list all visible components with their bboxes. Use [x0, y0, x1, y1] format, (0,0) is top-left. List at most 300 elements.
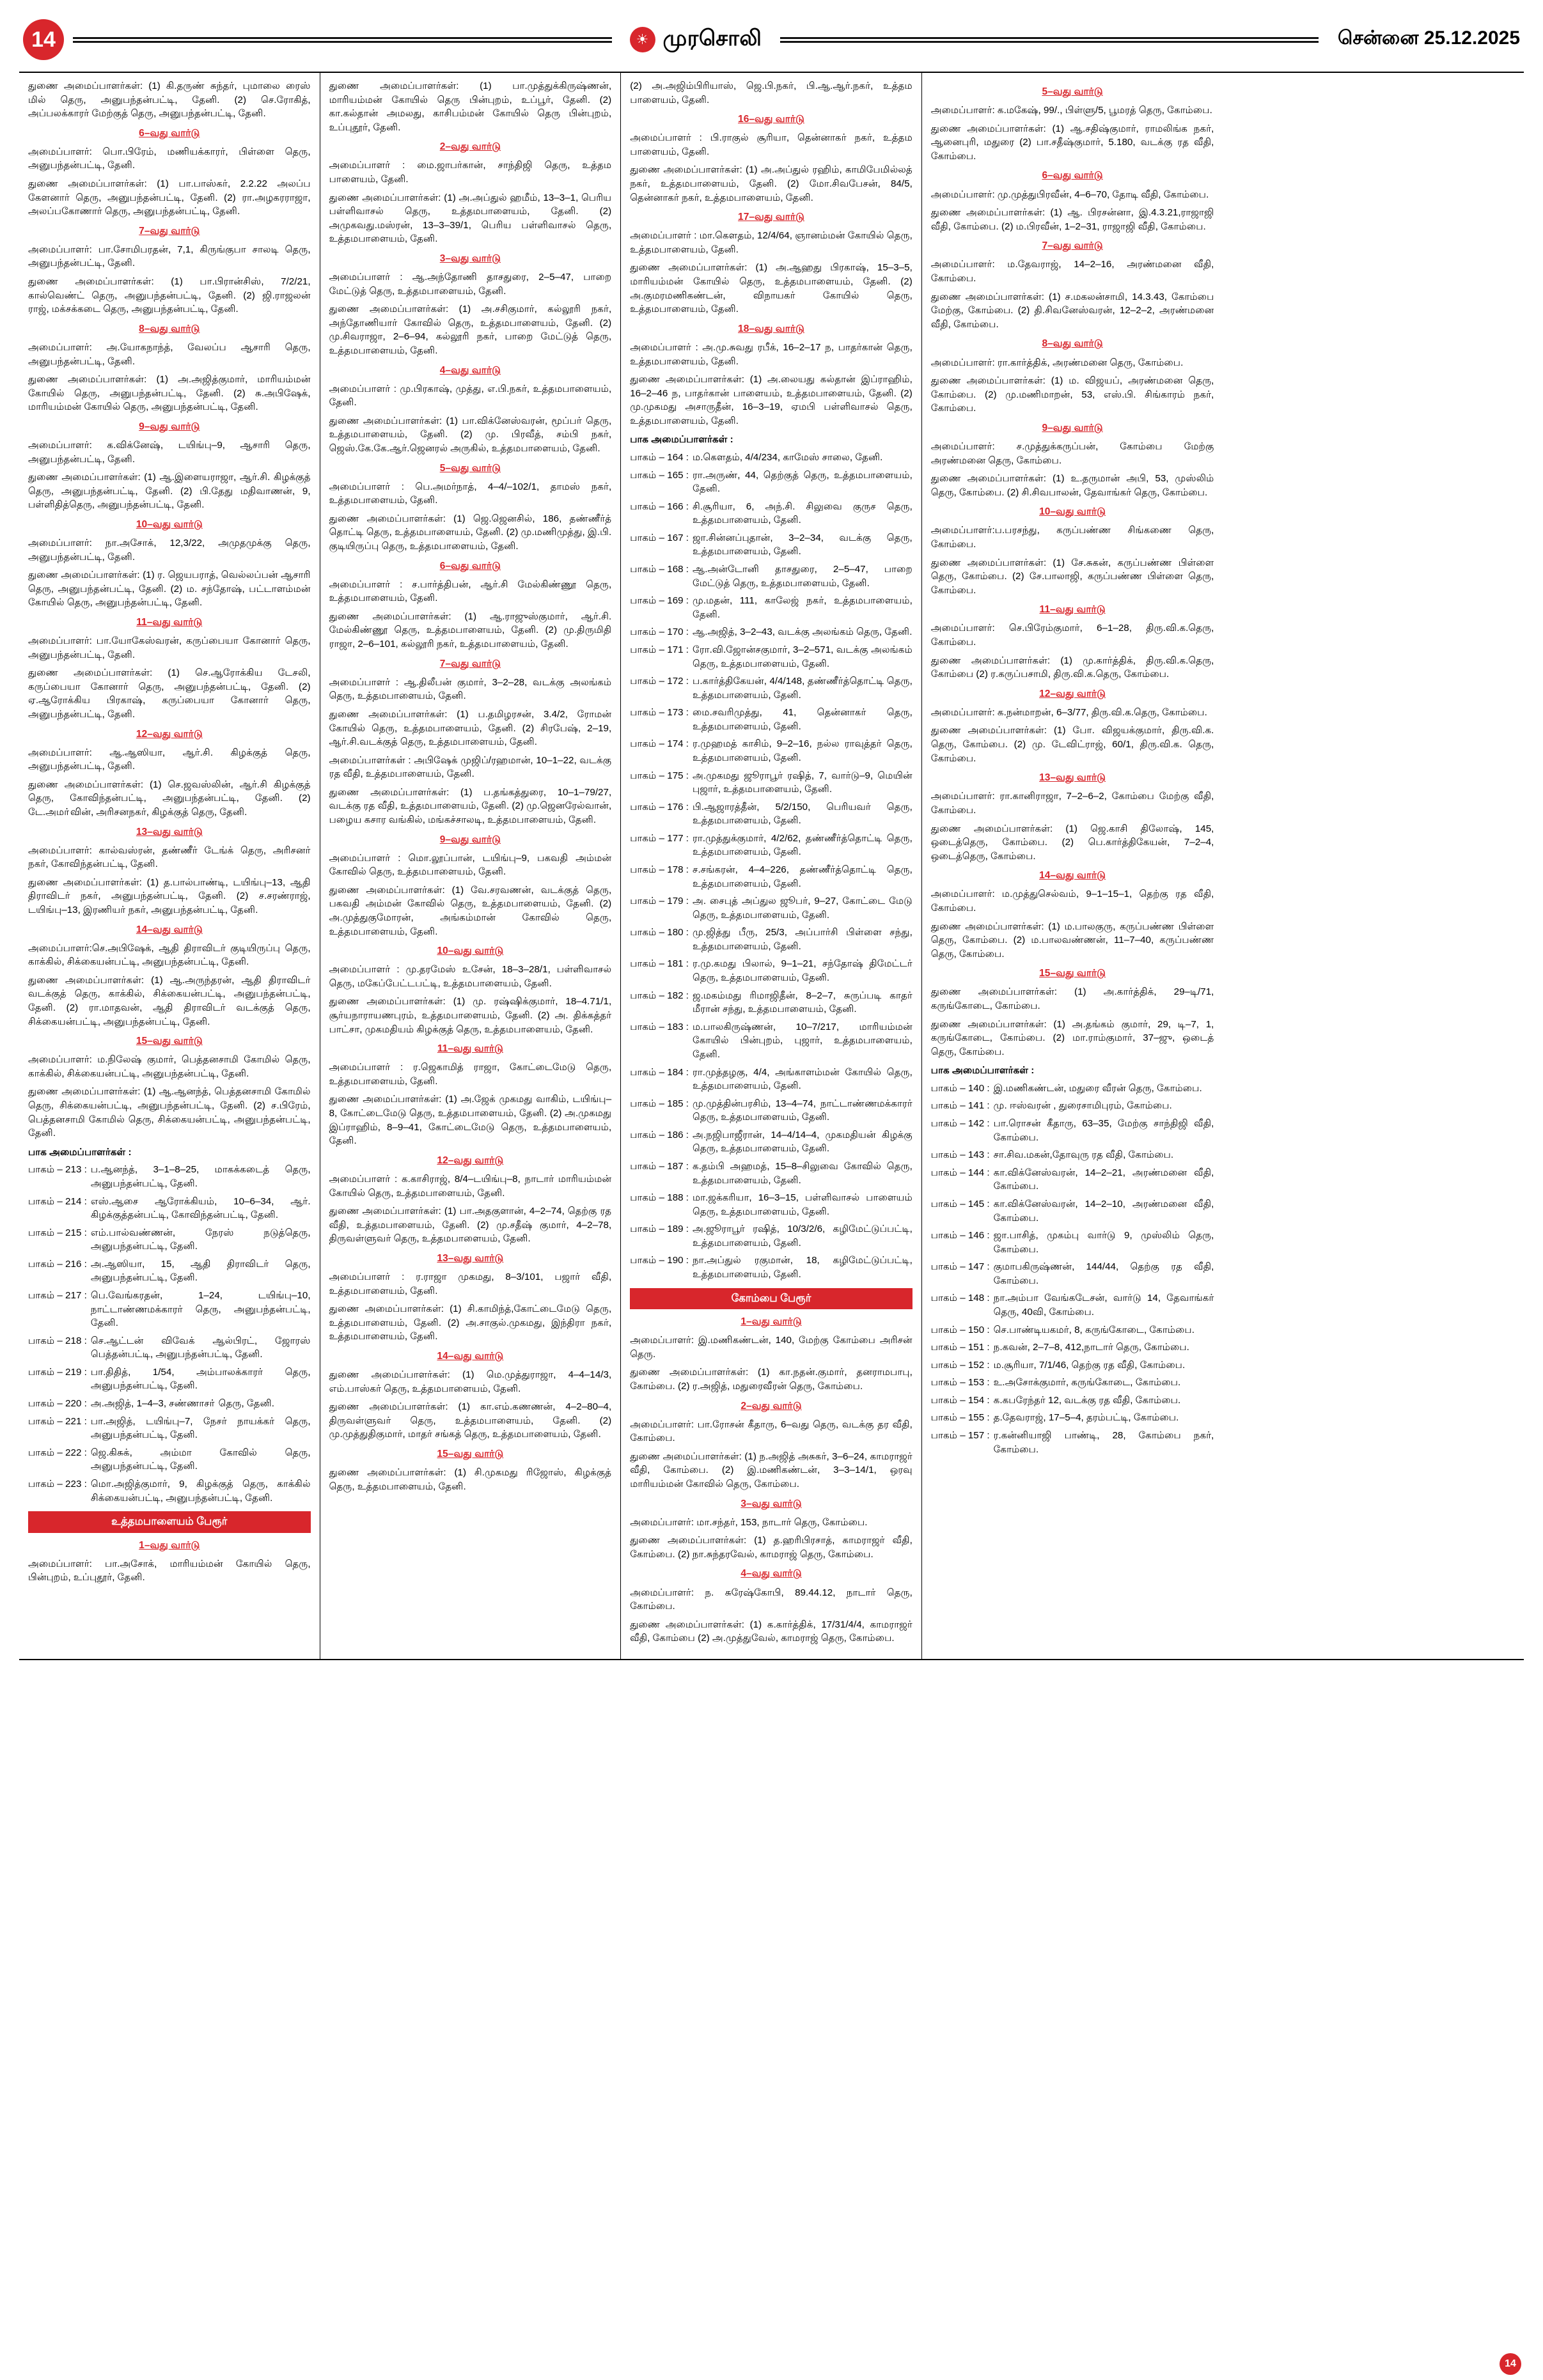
- ward-heading-label: 7–வது வார்டு: [439, 658, 501, 669]
- ward-heading: [28, 616, 311, 630]
- ward-heading: [931, 169, 1214, 183]
- booth-organiser-text: ம.பாலகிருஷ்ணன், 10–7/217, மாரியம்மன் கோயில் பின்புறம், புஜார், உத்தமபாளையம், தேனி.: [693, 1021, 912, 1060]
- booth-number: பாகம் – 217 :: [28, 1289, 87, 1301]
- ward-heading: [630, 210, 912, 224]
- body-paragraph: அமைப்பாளர்: ம.முத்துசெல்வம், 9–1–15–1, தெற்கு ரத வீதி, கோம்பை.: [930, 889, 1214, 914]
- booth-organiser-text: க.கபரேந்தர் 12, வடக்கு ரத வீதி, கோம்பை.: [993, 1394, 1181, 1406]
- booth-organiser-text: ஜா.பாசித், முகம்பு வார்டு 9, முஸ்லிம் தெரு, கோம்பை.: [993, 1230, 1214, 1255]
- booth-organiser-text: ஜ.மகம்மது ரிமாஜிதீன், 8–2–7, சுருப்படி காதர் மீரான் சந்து, உத்தமபாளையம், தேனி.: [693, 990, 912, 1015]
- booth-number: பாகம் – 216 :: [28, 1258, 87, 1270]
- booth-list-item: [630, 769, 912, 797]
- body-paragraph: அமைப்பாளர்: ரா.கார்த்திக், அரண்மனை தெரு, கோம்பை.: [930, 357, 1184, 368]
- ward-heading: [329, 1154, 612, 1168]
- body-paragraph: அமைப்பாளர்: இ.மணிகண்டன், 140, மேற்கு கோம்பை அரிசன் தெரு.: [630, 1335, 912, 1360]
- booth-number: பாகம் – 183 :: [630, 1021, 689, 1032]
- body-paragraph: துணை அமைப்பாளர்கள்: (1) ந.அஜித் அசுகர், 3–6–24, காமராஜர் வீதி, கோம்பை. (2) இ.மணிகண்டன், 3–3–14/1, ஒரவு மாரியம்மன் கோவில் தெரு, கோம்பை.: [630, 1451, 912, 1489]
- ward-heading: [931, 337, 1214, 351]
- masthead-rule-left: [73, 37, 612, 43]
- body-paragraph: துணை அமைப்பாளர்கள்: (1) வே.சரவணன், வடக்குத் தெரு, பகவதி அம்மன் கோவில் தெரு, உத்தமபாளையம், தேனி. (2) அ.முத்துகுமோரன், அங்கம்மான் கோவில் தெரு, உத்தமபாளையம், தேனி.: [329, 884, 612, 937]
- body-paragraph: துணை அமைப்பாளர்கள்: (1) த.ஹரிபிரசாத், காமராஜர் வீதி, கோம்பை. (2) நா.சுந்தரவேல், காமராஜ் தெரு, கோம்பை.: [630, 1535, 912, 1560]
- body-paragraph: அமைப்பாளர் : அ.மு.சுவது ரபீக், 16–2–17 ந, பாதர்கான் தெரு, உத்தமபாளையம், தேனி.: [630, 341, 912, 367]
- booth-organiser-text: ஆ.அஜித், 3–2–43, வடக்கு அலங்கம் தெரு, தேனி.: [693, 626, 912, 638]
- body-paragraph: துணை அமைப்பாளர்கள்: (1) பா.பாஸ்கர், 2.2.22 அலப்ப கேளனார் தெரு, அனுபந்தன்பட்டி, தேனி. (2) ரா.அழகரராஜா, அலப்பகோணார் தெரு, அனுபந்தன்பட்டி, தேனி.: [28, 178, 311, 217]
- booth-number: பாகம் – 141 :: [930, 1100, 990, 1112]
- ward-heading-label: 16–வது வார்டு: [738, 114, 804, 125]
- ward-heading: [931, 869, 1214, 883]
- booth-list-item: [931, 1394, 1214, 1408]
- booth-organiser-text: உ.அசோக்குமார், கருங்கோடை, கோம்பை.: [993, 1377, 1181, 1388]
- ward-heading-label: 4–வது வார்டு: [439, 364, 501, 376]
- booth-list-item: [630, 1191, 912, 1218]
- ward-heading-label: 13–வது வார்டு: [136, 826, 203, 837]
- body-paragraph: அமைப்பாளர்கள் : அபிஷேக் முஜிப்/ரஹமான், 10–1–22, வடக்கு ரத வீதி, உத்தமபாளையம், தேனி.: [329, 754, 612, 780]
- booth-list-item: [630, 706, 912, 733]
- ward-heading: [329, 833, 612, 847]
- booth-number: பாகம் – 220 :: [28, 1398, 87, 1410]
- ward-heading: [329, 462, 612, 476]
- body-paragraph: துணை அமைப்பாளர்கள்: (1) ம. விஜயப், அரண்மனை தெரு, கோம்பை. (2) மு.மணிமாறன், 53, எஸ்.பி. சிங்காரம் நகர், கோம்பை.: [930, 375, 1214, 414]
- booth-number: பாகம் – 168 :: [630, 564, 689, 575]
- subsection-heading: பாக அமைப்பாளர்கள் :: [28, 1146, 132, 1158]
- booth-number: பாகம் – 154 :: [930, 1394, 990, 1406]
- booth-organiser-text: எஸ்.ஆசை ஆரோக்கியம், 10–6–34, ஆர். கிழக்குத்தன்பட்டி, கோவிந்தன்பட்டி, தேனி.: [90, 1195, 311, 1221]
- booth-organiser-text: பா.திதித், 1/54, அம்பாலக்காரர் தெரு, அனுபந்தன்பட்டி, தேனி.: [90, 1366, 311, 1392]
- body-paragraph: துணை அமைப்பாளர்கள்: (1) ஆ.இளையராஜா, ஆர்.சி. கிழக்குத் தெரு, அனுபந்தன்பட்டி, தேனி. (2) பி.தேது மதிவாணன், 9, பள்ளிதித்தெரு, அனுபந்தன்பட்டி, தேனி.: [28, 472, 311, 511]
- booth-organiser-text: செ.பாண்டியகமர், 8, கருங்கோடை, கோம்பை.: [993, 1324, 1194, 1335]
- body-paragraph: அமைப்பாளர் : மொ.லூப்பான், டயிங்பு–9, பகவதி அம்மன் கோவில் தெரு, உத்தமபாளையம், தேனி.: [329, 852, 612, 878]
- ward-heading: [28, 322, 311, 336]
- booth-list-item: [630, 625, 912, 639]
- text-column: [621, 73, 922, 1659]
- booth-list-item: [931, 1082, 1214, 1096]
- booth-list-item: [630, 1097, 912, 1124]
- booth-list-item: [931, 1166, 1214, 1194]
- booth-number: பாகம் – 218 :: [28, 1335, 87, 1346]
- ward-heading-label: 15–வது வார்டு: [1039, 968, 1106, 979]
- body-paragraph: துணை அமைப்பாளர்கள்: (1) கா.நதன்.குமார், தனராமபாபு, கோம்பை. (2) ர.அஜித், மதுரைவீரன் தெரு, கோம்பை.: [630, 1367, 912, 1392]
- booth-number: பாகம் – 148 :: [930, 1293, 990, 1304]
- body-paragraph: அமைப்பாளர்: ஆ.ஆஸியா, ஆர்.சி. கிழக்குத் தெரு, அனுபந்தன்பட்டி, தேனி.: [28, 747, 311, 772]
- booth-list-item: [630, 1128, 912, 1156]
- text-column: [19, 73, 320, 1659]
- ward-heading: [630, 113, 912, 127]
- body-paragraph: அமைப்பாளர் : மை.ஜாபர்கான், சாந்திஜி தெரு, உத்தம பாளையம், தேனி.: [329, 160, 612, 185]
- body-paragraph: அமைப்பாளர் : ர.ஜெகாமித் ராஜா, கோட்டைமேடு தெரு, உத்தமபாளையம், தேனி.: [329, 1062, 612, 1087]
- booth-number: பாகம் – 171 :: [630, 644, 689, 655]
- body-paragraph: அமைப்பாளர்: ந. சுரேஷ்கோபி, 89.44.12, நாடார் தெரு, கோம்பை.: [630, 1587, 912, 1612]
- ward-heading-label: 14–வது வார்டு: [1039, 870, 1106, 882]
- booth-number: பாகம் – 175 :: [630, 770, 689, 781]
- body-paragraph: அமைப்பாளர்: பா.யோகேஸ்வரன், கருப்பையா கோனார் தெரு, அனுபந்தன்பட்டி, தேனி.: [28, 635, 311, 660]
- body-paragraph: துணை அமைப்பாளர்கள்: (1) ச.மகலன்சாமி, 14.3.43, கோம்பை மேற்கு, கோம்பை. (2) தி.சிவனேஸ்வரன், 12–2–2, அரண்மனை வீதி, கோம்பை.: [930, 291, 1214, 330]
- ward-heading: [931, 967, 1214, 981]
- booth-number: பாகம் – 172 :: [630, 676, 689, 687]
- body-paragraph: அமைப்பாளர்: கால்வஸ்ரன், தண்ணீர் டேங்க் தெரு, அரிசனர் நகர், கோவிந்தன்பட்டி, தேனி.: [28, 844, 311, 870]
- body-paragraph: அமைப்பாளர்: க.விக்னேஷ், டயிங்பு–9, ஆசாரி தெரு, அனுபந்தன்பட்டி, தேனி.: [28, 439, 311, 465]
- body-paragraph: துணை அமைப்பாளர்கள்: (1) ஆ.ஆனந்த், பெத்தனசாமி கோமில் தெரு, சிக்கையன்பட்டி, அனுபந்தன்பட்டி, தேனி. (2) ச.பிரேம், பெத்தனசாமி கோமில் தெரு, சிக்கையன்பட்டி, அனுபந்தன்பட்டி, தேனி.: [28, 1086, 311, 1139]
- ward-heading: [630, 322, 912, 336]
- body-paragraph: அமைப்பாளர்: ச.முத்துக்கருப்பன், கோம்பை மேற்கு அரண்மனை தெரு, கோம்பை.: [930, 440, 1214, 466]
- booth-organiser-text: ஜா.சின்னப்புதான், 3–2–34, வடக்கு தெரு, உத்தமபாளையம், தேனி.: [693, 532, 912, 557]
- ward-heading-label: 5–வது வார்டு: [1042, 86, 1103, 97]
- ward-heading: [28, 727, 311, 742]
- body-paragraph: துணை அமைப்பாளர்கள்: (1) மெ.முத்துராஜா, 4–4–14/3, எம்.பாஸ்கர் தெரு, உத்தமபாளையம், தேனி.: [329, 1369, 612, 1394]
- ward-heading-label: 10–வது வார்டு: [437, 945, 504, 957]
- body-paragraph: அமைப்பாளர்: பா.அசோக், மாரியம்மன் கோயில் தெரு, பின்புறம், உப்புதூர், தேனி.: [28, 1558, 311, 1583]
- body-paragraph: துணை அமைப்பாளர்கள்: (1) த.பால்பாண்டி, டயிங்பு–13, ஆதி திராவிடர் நகர், அனுபந்தன்பட்டி, தேனி. (2) ச.சரண்ராஜ், டயிங்பு–13, இரணியர் நகர், அனுபந்தன்பட்டி, தேனி.: [28, 876, 311, 915]
- section-banner: உத்தமபாளையம் பேரூர்: [28, 1511, 311, 1532]
- booth-organiser-text: சி.சூரியா, 6, அந்.சி. சிலுவை குருச தெரு, உத்தமபாளையம், தேனி.: [693, 501, 912, 526]
- booth-list-item: [931, 1148, 1214, 1162]
- booth-number: பாகம் – 181 :: [630, 958, 689, 970]
- booth-organiser-text: க.தம்பி அஹமத், 15–8–சிலுவை கோவில் தெரு, உத்தமபாளையம், தேனி.: [693, 1161, 912, 1186]
- body-paragraph: துணை அமைப்பாளர்கள்: (1) பா.பிரான்சிஸ், 7/2/21, கால்வெண்ட் தெரு, அனுபந்தன்பட்டி, தேனி. (2) ஜி.ராஜலன் ராஜ், மக்சக்கடை தெரு, அனுபந்தன்பட்டி, தேனி.: [28, 276, 311, 315]
- booth-list-item: [931, 1117, 1214, 1144]
- body-paragraph: துணை அமைப்பாளர்கள்: (1) ஆ. பிரசன்னா, இ.4.3.21,ராஜாஜி வீதி, கோம்பை. (2) ம.பிரவீன், 1–2–31, ராஜாஜி வீதி, கோம்பை.: [930, 207, 1214, 232]
- body-paragraph: துணை அமைப்பாளர்கள்: (1) அ.அஜித்குமார், மாரியம்மன் கோயில் தெரு, அனுபந்தன்பட்டி, தேனி. (2) சு.அபிஷேக், மாரியம்மன் கோயில் தெரு, அனுபந்தன்பட்டி, தேனி.: [28, 374, 311, 413]
- body-paragraph: துணை அமைப்பாளர்கள்: (1) போ. விஜயக்குமார், திரு.வி.க. தெரு, கோம்பை. (2) மு. டேவிட்ராஜ், 60/1, திரு.வி.க. தெரு, கோம்பை.: [930, 725, 1214, 764]
- booth-organiser-text: மை.சவரிமுத்து, 41, தென்னாகர் தெரு, உத்தமபாளையம், தேனி.: [693, 707, 912, 732]
- booth-number: பாகம் – 164 :: [630, 451, 689, 463]
- body-paragraph: (2) அ.அஜிம்பிரியாஸ், ஜெ.பி.நகர், பி.ஆ.ஆர்.நகர், உத்தம பாளையம், தேனி.: [630, 81, 912, 105]
- body-paragraph: துணை அமைப்பாளர்கள்: (1) அ.அப்துல் ரஹிம், காமிபேமில்லத் நகர், உத்தமபாளையம், தேனி. (2) மோ.சிவபேசன், 84/5, தென்னாகர் நகர், உத்தமபாளையம், தேனி.: [630, 164, 912, 203]
- booth-organiser-text: அ.நஜிபாஜீரான், 14–4/14–4, முகமதியன் கிழக்கு தெரு, உத்தமபாளையம், தேனி.: [693, 1129, 912, 1155]
- booth-list-item: [630, 531, 912, 559]
- body-paragraph: துணை அமைப்பாளர்கள்: (1) ப.தமிழரசன், 3.4/2, ரோமன் கோயில் தெரு, உத்தமபாளையம், தேனி. (2) சிரபேஷ், 2–19, ஆர்.சி.வடக்குத் தெரு, உத்தமபாளையம், தேனி.: [329, 708, 612, 748]
- ward-heading: [931, 771, 1214, 785]
- ward-heading: [931, 85, 1214, 99]
- booth-number: பாகம் – 165 :: [630, 469, 689, 481]
- booth-list-item: [630, 894, 912, 922]
- booth-list-item: [630, 1066, 912, 1093]
- booth-organiser-text: பா.ரொசன் கீதாரு, 63–35, மேற்கு சாந்திஜி வீதி, கோம்பை.: [993, 1118, 1214, 1143]
- ward-heading-label: 8–வது வார்டு: [139, 323, 200, 334]
- body-paragraph: துணை அமைப்பாளர்கள்: (1) ஆ.அருந்தரன், ஆதி திராவிடர் வடக்குத் தெரு, காக்கில், சிக்கையன்பட்டி, அனுபந்தன்பட்டி, தேனி. (2) ரா.மாதவன், ஆதி திராவிடர் வடக்குத் தெரு, சிக்கையன்பட்டி, அனுபந்தன்பட்டி, தேனி.: [28, 974, 311, 1027]
- booth-organiser-text: நா.அம்பா வேங்கடேசன், வார்டு 14, தேவாங்கர் தெரு, 40வி, கோம்பை.: [993, 1293, 1214, 1318]
- body-paragraph: துணை அமைப்பாளர்கள்: (1) கி.தருண் சுந்தர், புமாலை ரைஸ் மில் தெரு, அனுபந்தன்பட்டி, தேனி. (2) செ.ரோகித், அப்பலக்காரர் மேற்குத் தெரு, அனுபந்தன்பட்டி, தேனி.: [28, 81, 311, 120]
- booth-list-item: [931, 1376, 1214, 1390]
- booth-number: பாகம் – 147 :: [930, 1261, 990, 1273]
- ward-heading: [28, 825, 311, 839]
- booth-number: பாகம் – 177 :: [630, 832, 689, 844]
- body-paragraph: அமைப்பாளர் : மு.தரமேஸ் உசேன், 18–3–28/1, பள்ளிவாசல் தெரு, மகேப்பேட்டபட்டி, உத்தமபாளையம், தேனி.: [329, 964, 612, 989]
- booth-organiser-text: குமாபகிருஷ்ணன், 144/44, தெற்கு ரத வீதி, கோம்பை.: [993, 1261, 1214, 1286]
- brand: [621, 26, 771, 54]
- booth-number: பாகம் – 222 :: [28, 1447, 87, 1458]
- ward-heading-label: 4–வது வார்டு: [740, 1568, 802, 1580]
- body-paragraph: துணை அமைப்பாளர்கள்: (1) பா.அதகுளான், 4–2–74, தெற்கு ரத வீதி, உத்தமபாளையம், தேனி. (2) மு.சதீஷ் குமார், 4–2–78, திருவள்ளுவர் தெரு, உத்தமபாளையம், தேனி.: [329, 1206, 612, 1245]
- ward-heading: [630, 1399, 912, 1413]
- body-paragraph: துணை அமைப்பாளர்கள்: (1) ஜெ.காசி திலோஷ், 145, ஒடைத்தெரு, கோம்பை. (2) பெ.கார்த்திகேயன், 7–2–4, ஒடைத்தெரு, கோம்பை.: [930, 823, 1214, 862]
- ward-heading-label: 13–வது வார்டு: [1039, 772, 1106, 784]
- ward-heading-label: 12–வது வார்டு: [1039, 688, 1106, 699]
- body-paragraph: துணை அமைப்பாளர்கள்: (1) அ.அப்துல் ஹமீம், 13–3–1, பெரிய பள்ளிவாசல் தெரு, உத்தமபாளையம், தேனி. (2) அமுகவது.மஸ்ரன், 13–3–39/1, பெரிய பள்ளிவாசல் தெரு, உத்தமபாளையம், தேனி.: [329, 192, 612, 245]
- booth-list-item: [630, 863, 912, 891]
- ward-heading: [931, 239, 1214, 253]
- ward-heading: [329, 252, 612, 266]
- booth-organiser-text: சா.சிவ.மகன்,தோவுரு ரத வீதி, கோம்பை.: [993, 1149, 1174, 1161]
- body-paragraph: துணை அமைப்பாளர்கள்: (1) அ.கார்த்திக், 29–டி/71, கருங்கோடை, கோம்பை.: [930, 986, 1214, 1011]
- booth-list-item: [630, 469, 912, 496]
- booth-number: பாகம் – 146 :: [930, 1230, 990, 1241]
- ward-heading-label: 11–வது வார்டு: [1039, 604, 1106, 616]
- booth-organiser-text: செ.ஆட்டன் விவேக் ஆல்பிரட், ஜோரஸ் பெத்தன்பட்டி, அனுபந்தன்பட்டி, தேனி.: [90, 1335, 311, 1360]
- booth-organiser-text: ம.கௌதம், 4/4/234, காமேஸ் சாலை, தேனி.: [693, 451, 883, 463]
- ward-heading: [329, 1042, 612, 1056]
- ward-heading: [329, 364, 612, 378]
- ward-heading-label: 7–வது வார்டு: [1042, 240, 1103, 252]
- ward-heading-label: 15–வது வார்டு: [437, 1448, 504, 1459]
- booth-number: பாகம் – 176 :: [630, 801, 689, 813]
- booth-list-item: [630, 1160, 912, 1187]
- article-columns: [19, 72, 1524, 1660]
- ward-heading: [931, 505, 1214, 519]
- booth-list-item: [931, 1291, 1214, 1319]
- booth-organiser-text: மொ.அஜித்குமார், 9, கிழக்குத் தெரு, காக்கில் சிக்கையன்பட்டி, அனுபந்தன்பட்டி, தேனி.: [90, 1478, 311, 1504]
- booth-number: பாகம் – 188 :: [630, 1192, 689, 1204]
- booth-organiser-text: எம்.பால்வண்ணன், நேரஸ் நடுத்தெரு, அனுபந்தன்பட்டி, தேனி.: [90, 1227, 311, 1252]
- body-paragraph: துணை அமைப்பாளர்கள்: (1) பா.விக்னேஸ்வரன், மூப்பர் தெரு, உத்தமபாளையம், தேனி. (2) மு. பிரவீத், சம்பி நகர், ஜெஸ்.கே.கே.ஆர்.ஜெனரல் அருகில், உத்தமபாளையம், தேனி.: [329, 415, 612, 454]
- body-paragraph: துணை அமைப்பாளர்கள்: (1) க.கார்த்திக், 17/31/4/4, காமராஜர் வீதி, கோம்பை (2) அ.முத்துவேல், காமராஜ் தெரு, கோம்பை.: [630, 1619, 912, 1644]
- ward-heading-label: 6–வது வார்டு: [439, 560, 501, 572]
- body-paragraph: அமைப்பாளர் : ஆ.அந்தோணி தாசதுரை, 2–5–47, பாறை மேட்டுத் தெரு, உத்தமபாளையம், தேனி.: [329, 272, 612, 297]
- booth-list-item: [28, 1289, 311, 1330]
- booth-number: பாகம் – 140 :: [930, 1082, 990, 1094]
- body-paragraph: துணை அமைப்பாளர்கள்: (1) மு.கார்த்திக், திரு.வி.க.தெரு, கோம்பை (2) ர.கருப்பசாமி, திரு.வி.க.தெரு, கோம்பை.: [930, 655, 1214, 680]
- booth-number: பாகம் – 167 :: [630, 532, 689, 543]
- body-paragraph: அமைப்பாளர்:ப.பரசந்து, கருப்பண்ண சிங்கணை தெரு, கோம்பை.: [930, 525, 1214, 550]
- booth-list-item: [630, 737, 912, 765]
- body-paragraph: அமைப்பாளர்: பா.ரோசன் கீதாரு, 6–வது தெரு, வடக்கு தர வீதி, கோம்பை.: [630, 1419, 912, 1444]
- body-paragraph: துணை அமைப்பாளர்கள்: (1) உ.தருமான் அபி, 53, முஸ்லிம் தெரு, கோம்பை. (2) சி.சிவபாலன், தேவாங்கர் தெரு, கோம்பை.: [930, 473, 1214, 498]
- ward-heading-label: 14–வது வார்டு: [136, 924, 203, 935]
- booth-list-item: [931, 1358, 1214, 1373]
- masthead-rule-right: [780, 37, 1319, 43]
- booth-organiser-text: பெ.வேங்கரதன், 1–24, டயிங்பு–10, நாட்டாண்ணமக்காரர் தெரு, அனுபந்தன்பட்டி, தேனி.: [90, 1289, 311, 1329]
- body-paragraph: அமைப்பாளர் : ச.பார்த்திபன், ஆர்.சி மேல்கிண்ணூ தெரு, உத்தமபாளையம், தேனி.: [329, 579, 612, 604]
- booth-number: பாகம் – 157 :: [930, 1430, 990, 1442]
- ward-heading-label: 11–வது வார்டு: [437, 1043, 503, 1055]
- ward-heading: [28, 127, 311, 141]
- booth-organiser-text: கா.விக்னேஸ்வரன், 14–2–21, அரண்மனை வீதி, கோம்பை.: [993, 1167, 1214, 1192]
- booth-list-item: [630, 500, 912, 527]
- booth-list-item: [931, 1429, 1214, 1456]
- booth-number: பாகம் – 189 :: [630, 1224, 689, 1235]
- body-paragraph: அமைப்பாளர்: ரா.கானிராஜா, 7–2–6–2, கோம்பை மேற்கு வீதி, கோம்பை.: [930, 791, 1214, 816]
- masthead: [19, 17, 1524, 66]
- body-paragraph: துணை அமைப்பாளர்கள்: (1) அ.ஆஹது பிரகாஷ், 15–3–5, மாரியம்மன் கோயில் தெரு, உத்தமபாளையம், தேனி. (2) அ.குமரமணிகண்டன், விநாயகர் கோயில் தெரு, உத்தமபாளையம், தேனி.: [630, 262, 912, 315]
- booth-organiser-text: ப.கார்த்திகேயன், 4/4/148, தண்ணீர்த்தொட்டி தெரு, உத்தமபாளையம், தேனி.: [693, 676, 912, 701]
- booth-list-item: [28, 1163, 311, 1190]
- booth-number: பாகம் – 219 :: [28, 1366, 87, 1378]
- booth-organiser-text: அ.ஜூராபூர் ரஷித், 10/3/2/6, கழிமேட்டுப்பட்டி, உத்தமபாளையம், தேனி.: [693, 1224, 912, 1248]
- ward-heading-label: 2–வது வார்டு: [740, 1400, 802, 1412]
- booth-organiser-text: ஜெ.கிசுக், அம்மா கோவில் தெரு, அனுபந்தன்பட்டி, தேனி.: [90, 1447, 311, 1472]
- booth-organiser-text: ரோ.வி.ஜோன்சகுமார், 3–2–571, வடக்கு அலங்கம் தெரு, உத்தமபாளையம், தேனி.: [693, 644, 912, 669]
- booth-organiser-text: ர.கன்னியாஜி பாண்டி, 28, கோம்பை நகர், கோம்பை.: [993, 1430, 1214, 1455]
- booth-list-item: [28, 1397, 311, 1411]
- body-paragraph: அமைப்பாளர் : பி.ராகுல் சூரியா, தென்னாகர் நகர், உத்தம பாளையம், தேனி.: [630, 132, 912, 157]
- body-paragraph: துணை அமைப்பாளர்கள்: (1) அ.தங்கம் குமார், 29, டி–7, 1, கருங்கோடை, கோம்பை. (2) மா.ராம்குமார், 37–ஜு, ஒடைத் தெரு, கோம்பை.: [930, 1018, 1214, 1057]
- booth-organiser-text: ரா.அருண், 44, தெற்குத் தெரு, உத்தமபாளையம், தேனி.: [693, 469, 912, 495]
- booth-list-item: [630, 451, 912, 465]
- body-paragraph: அமைப்பாளர் : பெ.அமர்நாத், 4–4/–102/1, தாமஸ் நகர், உத்தமபாளையம், தேனி.: [329, 481, 612, 506]
- ward-heading: [931, 421, 1214, 435]
- body-paragraph: துணை அமைப்பாளர்கள்: (1) சே.சுகன், கருப்பண்ண பிள்ளை தெரு, கோம்பை. (2) சே.பாலாஜி, கருப்பண்ண பிள்ளை தெரு, கோம்பை.: [930, 557, 1214, 596]
- booth-organiser-text: ர.மு.கமது பிலால், 9–1–21, சந்தோஷ் திமேட்டர் தெரு, உத்தமபாளையம், தேனி.: [693, 958, 912, 984]
- body-paragraph: துணை அமைப்பாளர்கள்: (1) அ.சசிகுமார், கல்லூரி நகர், அந்தோணியார் கோவில் தெரு, உத்தமபாளையம், தேனி. (2) மு.சிவராஜா, 2–6–94, கல்லூரி நகர், பாறை மேட்டுத் தெரு, உத்தமபாளையம், தேனி.: [329, 304, 612, 356]
- booth-list-item: [931, 1229, 1214, 1256]
- ward-heading: [931, 687, 1214, 701]
- ward-heading-label: 6–வது வார்டு: [139, 127, 200, 139]
- booth-organiser-text: ரா.முத்துக்குமார், 4/2/62, தண்ணீர்த்தொட்டி தெரு, உத்தமபாளையம், தேனி.: [693, 832, 912, 858]
- body-paragraph: அமைப்பாளர் : மா.கௌதம், 12/4/64, ஞானம்மன் கோயில் தெரு, உத்தமபாளையம், தேனி.: [630, 230, 912, 255]
- ward-heading: [28, 420, 311, 434]
- booth-list-item: [931, 1197, 1214, 1225]
- body-paragraph: அமைப்பாளர் : ர.ராஜா முகமது, 8–3/101, பஜார் வீதி, உத்தமபாளையம், தேனி.: [329, 1271, 612, 1296]
- ward-heading-label: 8–வது வார்டு: [1042, 338, 1103, 350]
- ward-heading-label: 15–வது வார்டு: [136, 1036, 203, 1047]
- booth-number: பாகம் – 182 :: [630, 990, 689, 1001]
- ward-heading: [630, 1567, 912, 1581]
- booth-organiser-text: ர.முஹமத் காசிம், 9–2–16, நல்ல ராவுத்தர் தெரு, உத்தமபாளையம், தேனி.: [693, 738, 912, 763]
- booth-list-item: [630, 800, 912, 828]
- booth-number: பாகம் – 223 :: [28, 1478, 87, 1489]
- body-paragraph: அமைப்பாளர்: க.நன்மாறன், 6–3/77, திரு.வி.க.தெரு, கோம்பை.: [930, 706, 1207, 718]
- body-paragraph: துணை அமைப்பாளர்கள்: (1) பா.முத்துக்கிருஷ்ணன், மாரியம்மன் கோயில் தெரு பின்புறம், உப்பூர், தேனி. (2) கா.கல்தான் அமலது, காசிபம்மன் கோயில் தெரு பின்புறம், உப்புதூர், தேனி.: [329, 81, 612, 133]
- booth-list-item: [630, 563, 912, 590]
- ward-heading-label: 6–வது வார்டு: [1042, 170, 1103, 182]
- booth-list-item: [630, 1222, 912, 1250]
- booth-list-item: [28, 1446, 311, 1474]
- body-paragraph: துணை அமைப்பாளர்கள்: (1) ஆ.ராஜுஸ்குமார், ஆர்.சி. மேல்கிண்ணூ தெரு, உத்தமபாளையம், தேனி. (2) மு.திருமிதி ராஜா, 2–6–101, கல்லூரி நகர், உத்தமபாளையம், தேனி.: [329, 611, 612, 650]
- ward-heading: [329, 1252, 612, 1266]
- ward-heading: [329, 559, 612, 573]
- ward-heading: [28, 1034, 311, 1048]
- text-column: [922, 73, 1223, 1659]
- booth-number: பாகம் – 155 :: [930, 1412, 990, 1424]
- ward-heading: [329, 1447, 612, 1461]
- ward-heading: [630, 1497, 912, 1511]
- body-paragraph: அமைப்பாளர்: மா.சந்தர், 153, நாடார் தெரு, கோம்பை.: [630, 1516, 868, 1528]
- section-banner: கோம்பை பேரூர்: [630, 1288, 912, 1309]
- ward-heading-label: 10–வது வார்டு: [136, 518, 203, 530]
- edition-line: சென்னை 25.12.2025: [1338, 27, 1521, 49]
- booth-list-item: [630, 1020, 912, 1062]
- ward-heading-label: 14–வது வார்டு: [437, 1350, 504, 1362]
- ward-heading-label: 12–வது வார்டு: [136, 728, 203, 740]
- booth-list-item: [630, 594, 912, 621]
- booth-number: பாகம் – 178 :: [630, 864, 689, 876]
- ward-heading: [28, 1539, 311, 1553]
- brand-name: முரசொலி: [662, 26, 762, 51]
- booth-list-item: [28, 1415, 311, 1442]
- booth-list-item: [28, 1195, 311, 1222]
- body-paragraph: துணை அமைப்பாளர்கள்: (1) ர. ஜெயபராத், வெல்லப்பன் ஆசாரி தெரு, அனுபந்தன்பட்டி, தேனி. (2) ம. சந்தோஷ், பட்டாளம்மன் கோயில் தெரு, அனுபந்தன்பட்டி, தேனி.: [28, 570, 311, 609]
- booth-number: பாகம் – 152 :: [930, 1359, 990, 1371]
- booth-number: பாகம் – 214 :: [28, 1195, 87, 1207]
- booth-organiser-text: கா.விக்னேஸ்வரன், 14–2–10, அரண்மனை வீதி, கோம்பை.: [993, 1198, 1214, 1224]
- booth-organiser-text: மு.முத்தின்பரசிம், 13–4–74, நாட்டாண்ணமக்காரர் தெரு, உத்தமபாளையம், தேனி.: [693, 1098, 912, 1123]
- booth-organiser-text: அ. சைபுத் அப்துல ஜூபர், 9–27, கோட்டை மேடு தெரு, உத்தமபாளையம், தேனி.: [693, 896, 912, 921]
- booth-list-item: [630, 832, 912, 859]
- booth-organiser-text: அ.முகமது ஜூராபூர் ரஷித், 7, வார்டு–9, மெயின் புஜார், உத்தமபாளையம், தேனி.: [693, 770, 912, 795]
- body-paragraph: துணை அமைப்பாளர்கள்: (1) ப.தங்கத்துரை, 10–1–79/27, வடக்கு ரத வீதி, உத்தமபாளையம், தேனி. (2) மு.ஜெனரேல்வான், பழைய கசார வங்கில், மங்கச்சாலடி, உத்தமபாளையம், தேனி.: [329, 786, 612, 825]
- booth-number: பாகம் – 187 :: [630, 1161, 689, 1172]
- ward-heading: [329, 944, 612, 958]
- booth-organiser-text: ம.சூரியா, 7/1/46, தெற்கு ரத வீதி, கோம்பை.: [993, 1359, 1186, 1371]
- booth-number: பாகம் – 174 :: [630, 738, 689, 750]
- body-paragraph: துணை அமைப்பாளர்கள்: (1) செ.ஆரோக்கிய டேசலி, கருப்பையா கோனார் தெரு, அனுபந்தன்பட்டி, தேனி. (2) ஏ.ஆரோக்கிய பிரகாஷ், கருப்பையா கோனார் தெரு, அனுபந்தன்பட்டி, தேனி.: [28, 667, 311, 720]
- ward-heading-label: 12–வது வார்டு: [437, 1155, 504, 1166]
- body-paragraph: அமைப்பாளர் : ஆ.திலீபன் குமார், 3–2–28, வடக்கு அலங்கம் தெரு, உத்தமபாளையம், தேனி.: [329, 676, 612, 702]
- booth-organiser-text: த.தேவராஜ், 17–5–4, தரம்பட்டி, கோம்பை.: [993, 1412, 1179, 1424]
- booth-list-item: [630, 674, 912, 702]
- body-paragraph: அமைப்பாளர்: க.மகேஷ், 99/., பிள்ளு/5, பூமரத் தெரு, கோம்பை.: [930, 105, 1212, 116]
- booth-number: பாகம் – 180 :: [630, 927, 689, 938]
- ward-heading: [28, 518, 311, 532]
- booth-number: பாகம் – 143 :: [930, 1149, 990, 1161]
- ward-heading-label: 1–வது வார்டு: [740, 1316, 802, 1328]
- body-paragraph: அமைப்பாளர்:செ.அபிஷேக், ஆதி திராவிடர் குடியிருப்பு தெரு, காக்கில், சிக்கையன்பட்டி, அனுபந்தன்பட்டி, தேனி.: [28, 942, 311, 968]
- ward-heading-label: 9–வது வார்டு: [1042, 422, 1103, 433]
- booth-organiser-text: ப.ஆனந்த், 3–1–8–25, மாகக்கடைத் தெரு, அனுபந்தன்பட்டி, தேனி.: [90, 1164, 311, 1189]
- ward-heading: [931, 603, 1214, 617]
- ward-heading-label: 10–வது வார்டு: [1039, 506, 1106, 518]
- booth-list-item: [630, 1254, 912, 1281]
- booth-number: பாகம் – 185 :: [630, 1098, 689, 1109]
- booth-number: பாகம் – 190 :: [630, 1255, 689, 1266]
- body-paragraph: துணை அமைப்பாளர்கள்: (1) ஆ.சதிஷ்குமார், ராமலிங்க நகர், ஆனைபுரி, மதுரை (2) பா.சதீஷ்குமார், 5.180, வடக்கு ரத வீதி, கோம்பை.: [930, 123, 1214, 162]
- body-paragraph: அமைப்பாளர்: பா.சோமிபரதன், 7,1, கிருங்குபா சாலடி தெரு, அனுபந்தன்பட்டி, தேனி.: [28, 244, 311, 269]
- booth-list-item: [931, 1411, 1214, 1425]
- ward-heading-label: 13–வது வார்டு: [437, 1252, 504, 1264]
- body-paragraph: துணை அமைப்பாளர்கள்: (1) ஜெ.ஜெனசில், 186, தண்ணீர்த் தொட்டி தெரு, உத்தமபாளையம், தேனி. (2) மு.மணிமுத்து, இ.பி. குடியிருப்பு தெரு, உத்தமபாளையம், தேனி.: [329, 513, 612, 552]
- booth-number: பாகம் – 142 :: [930, 1118, 990, 1130]
- booth-list-item: [28, 1334, 311, 1362]
- booth-number: பாகம் – 186 :: [630, 1129, 689, 1140]
- ward-heading: [329, 1349, 612, 1364]
- booth-number: பாகம் – 173 :: [630, 707, 689, 719]
- ward-heading: [28, 923, 311, 937]
- booth-number: பாகம் – 221 :: [28, 1415, 87, 1427]
- booth-organiser-text: இ.மணிகண்டன், மதுரை வீரன் தெரு, கோம்பை.: [993, 1082, 1202, 1094]
- booth-number: பாகம் – 166 :: [630, 501, 689, 512]
- booth-number: பாகம் – 184 :: [630, 1066, 689, 1078]
- ward-heading-label: 5–வது வார்டு: [439, 462, 501, 474]
- body-paragraph: அமைப்பாளர்: பொ.பிரேம், மணியக்காரர், பிள்ளை தெரு, அனுபந்தன்பட்டி, தேனி.: [28, 146, 311, 171]
- ward-heading-label: 2–வது வார்டு: [439, 141, 501, 153]
- booth-list-item: [931, 1341, 1214, 1355]
- booth-number: பாகம் – 170 :: [630, 626, 689, 638]
- booth-number: பாகம் – 150 :: [930, 1324, 990, 1335]
- body-paragraph: துணை அமைப்பாளர்கள்: (1) செ.ஜவஸ்லின், ஆர்.சி கிழக்குத் தெரு, கோவிந்தன்பட்டி, அனுபந்தன்பட்டி, தேனி. (2) டே.அமா்வின், அரிசனநகர், கிழக்குத் தெரு, தேனி.: [28, 779, 311, 818]
- booth-list-item: [931, 1099, 1214, 1113]
- booth-list-item: [28, 1477, 311, 1505]
- body-paragraph: துணை அமைப்பாளர்கள்: (1) கா.எம்.கணணன், 4–2–80–4, திருவள்ளுவர் தெரு, உத்தமபாளையம், தேனி. (2) மு.முத்துதிகுமார், மாதர் சங்கத் தெரு, உத்தமபாளையம், தேனி.: [329, 1401, 612, 1440]
- booth-organiser-text: நா.அப்துல் ரகுமான், 18, கழிமேட்டுப்பட்டி, உத்தமபாளையம், தேனி.: [693, 1255, 912, 1280]
- body-paragraph: அமைப்பாளர் : மு.பிரகாஷ், முத்து, எ.பி.நகர், உத்தமபாளையம், தேனி.: [329, 383, 612, 408]
- booth-list-item: [931, 1323, 1214, 1337]
- booth-organiser-text: அ.ஆஸியா, 15, ஆதி திராவிடர் தெரு, அனுபந்தன்பட்டி, தேனி.: [90, 1258, 311, 1284]
- body-paragraph: அமைப்பாளர்: ம.தேவராஜ், 14–2–16, அரண்மனை வீதி, கோம்பை.: [930, 259, 1214, 284]
- footer-page-number: 14: [1500, 2353, 1521, 2375]
- booth-number: பாகம் – 153 :: [930, 1377, 990, 1388]
- body-paragraph: அமைப்பாளர் : க.காசிராஜ், 8/4–டயிங்பு–8, நாடார் மாரியம்மன் கோயில் தெரு, உத்தமபாளையம், தேனி.: [329, 1173, 612, 1199]
- booth-list-item: [630, 926, 912, 953]
- booth-number: பாகம் – 145 :: [930, 1198, 990, 1209]
- booth-list-item: [28, 1226, 311, 1254]
